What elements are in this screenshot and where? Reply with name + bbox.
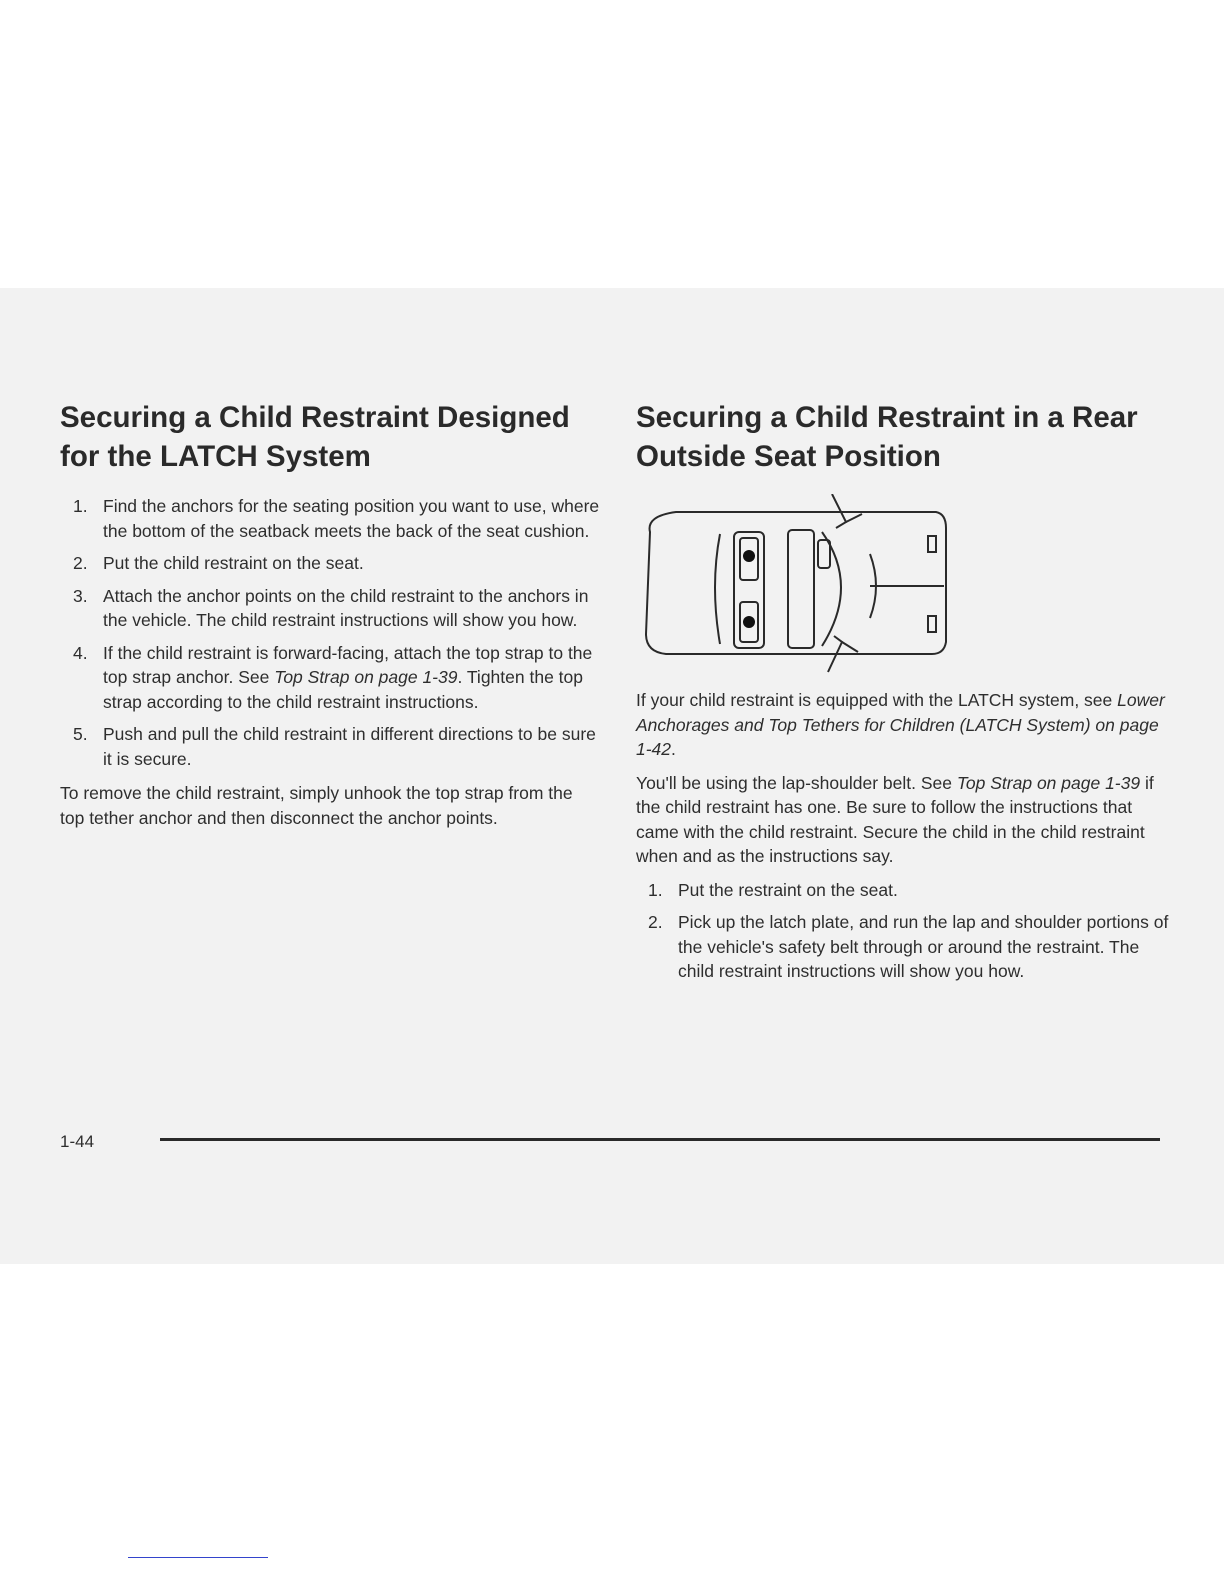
step-number: 1. <box>73 496 88 516</box>
vehicle-diagram-icon <box>636 494 966 674</box>
step-text: Push and pull the child restraint in different directions to be sure it is secure. <box>103 724 596 769</box>
right-heading: Securing a Child Restraint in a Rear Outside Seat Position <box>636 401 1138 473</box>
list-item <box>60 641 600 715</box>
step-text-post: . Tighten the top strap according to the child restraint instructions. <box>103 667 583 712</box>
paragraph-text-pre: If your child restraint is equipped with the LATCH system, see <box>636 690 1118 710</box>
left-column <box>60 398 600 839</box>
step-number: 1. <box>648 879 663 900</box>
list-item <box>60 722 600 771</box>
step-text: Attach the anchor points on the child restraint to the anchors in the vehicle. The child restraint instructions will show you how. <box>103 585 589 630</box>
closing-paragraph: To remove the child restraint, simply unhook the top strap from the top tether anchor and then disconnect the anchor points. <box>60 783 573 828</box>
lap-shoulder-paragraph <box>636 771 1176 869</box>
footer-divider <box>160 1138 1160 1141</box>
paragraph-text-post: . <box>671 739 676 759</box>
step-text: Put the child restraint on the seat. <box>103 553 364 573</box>
right-column <box>636 398 1176 994</box>
cross-reference-link[interactable]: Top Strap on page 1-39 <box>274 667 458 687</box>
paragraph-text-pre: You'll be using the lap-shoulder belt. See <box>636 772 957 793</box>
list-item <box>60 494 600 543</box>
list-item <box>636 910 1176 984</box>
cross-reference-link[interactable]: Lower Anchorages and Top Tethers for Children (LATCH System) on page 1-42 <box>636 690 1165 759</box>
step-number: 2. <box>648 912 663 932</box>
vehicle-top-view-illustration <box>636 494 966 674</box>
right-steps-list <box>636 878 1176 984</box>
paragraph-text-post: if the child restraint has one. Be sure to follow the instructions that came with the child restraint. Secure the child in the child restraint when and as the instructions say. <box>636 772 1154 866</box>
left-steps-list <box>60 494 600 771</box>
step-number: 4. <box>73 642 88 663</box>
step-text-pre: If the child restraint is forward-facing, attach the top strap to the top strap anchor. See <box>103 642 593 687</box>
step-number: 2. <box>73 553 88 573</box>
list-item <box>60 551 600 576</box>
step-number: 3. <box>73 585 88 606</box>
step-number: 5. <box>73 724 88 744</box>
step-text: Put the restraint on the seat. <box>678 879 898 900</box>
step-text: Pick up the latch plate, and run the lap and shoulder portions of the vehicle's safety belt through or around the restraint. The child restraint instructions will show you how. <box>678 912 1169 981</box>
left-heading: Securing a Child Restraint Designed for the LATCH System <box>60 401 570 473</box>
bottom-divider <box>128 1557 268 1558</box>
latch-paragraph <box>636 688 1176 762</box>
step-text: Find the anchors for the seating position you want to use, where the bottom of the seatback meets the back of the seat cushion. <box>103 496 600 541</box>
list-item <box>636 878 1176 903</box>
cross-reference-link[interactable]: Top Strap on page 1-39 <box>956 772 1141 793</box>
list-item <box>60 584 600 633</box>
page-number: 1-44 <box>60 1132 95 1151</box>
